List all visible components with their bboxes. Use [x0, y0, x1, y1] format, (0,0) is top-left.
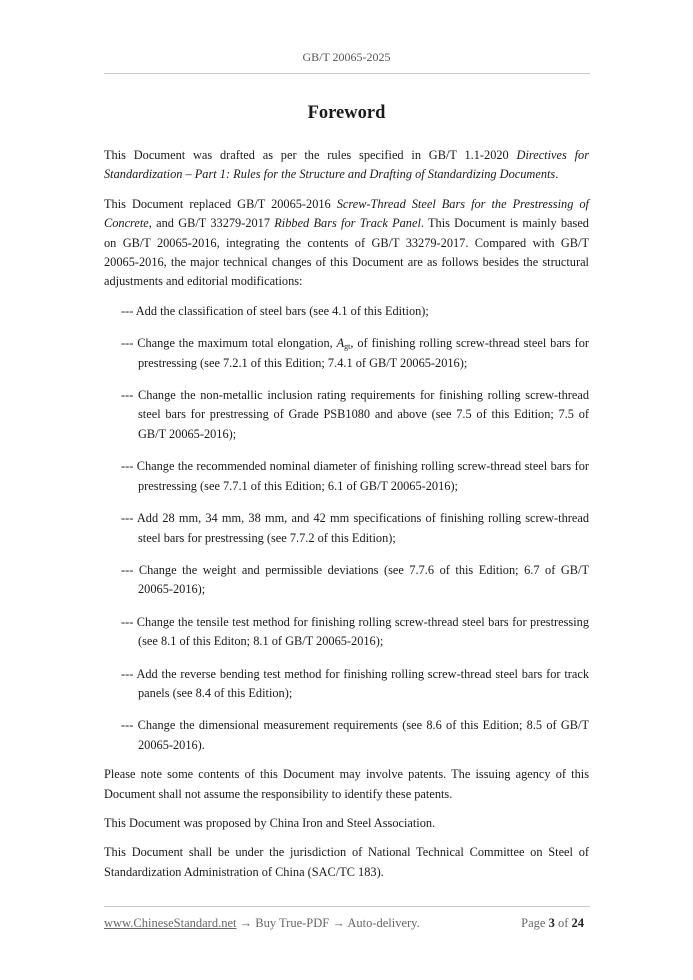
list-dash: --- — [121, 303, 134, 318]
site-link[interactable]: www.ChineseStandard.net — [104, 916, 237, 930]
list-dash: --- — [121, 459, 134, 474]
paragraph-drafting-rules — [104, 146, 589, 185]
list-item — [104, 386, 589, 444]
list-item — [104, 665, 589, 704]
arrow-icon: → — [332, 916, 345, 930]
auto-delivery-text: Auto-delivery. — [347, 916, 420, 930]
list-item-text: Change the maximum total elongation, — [133, 336, 337, 351]
list-item-text: Change the recommended nominal diameter of finishing rolling screw-thread steel bars for prestressing (see 7.7.1 of this Edition; 6.1 of GB/T 20065-2016); — [133, 459, 589, 493]
list-item-text: Change the tensile test method for finishing rolling screw-thread steel bars for prestressing (see 8.1 of this Editon; 8.1 of GB/T 20065-2016); — [133, 614, 589, 649]
list-dash: --- — [121, 614, 134, 629]
footer-divider — [104, 906, 590, 907]
technical-changes-list — [104, 302, 589, 755]
para2-text-1: This Document replaced GB/T 20065-2016 — [104, 196, 337, 211]
list-item-text: Add 28 mm, 34 mm, 38 mm, and 42 mm specifications of finishing rolling screw-thread steel bars for prestressing (see 7.7.2 of this Edition); — [133, 511, 589, 545]
paragraph-replacement — [104, 195, 589, 292]
list-dash: --- — [121, 388, 134, 403]
list-dash: --- — [121, 562, 134, 577]
list-dash: --- — [121, 666, 134, 681]
list-item — [104, 302, 589, 321]
header-divider — [104, 73, 590, 74]
list-item-text: Change the non-metallic inclusion rating requirements for finishing rolling screw-thread steel bars for prestressing of Grade PSB1080 and above (see 7.5 of this Edition; 7.5 of GB/T 20065-2016); — [133, 388, 589, 441]
list-item — [104, 613, 589, 652]
running-header: GB/T 20065-2025 — [302, 50, 391, 64]
list-dash: --- — [121, 718, 134, 733]
elongation-subscript: gt — [344, 342, 351, 352]
list-item — [104, 457, 589, 496]
list-item-text: Change the dimensional measurement requirements (see 8.6 of this Edition; 8.5 of GB/T 20065-2016). — [133, 718, 589, 752]
elongation-symbol: A — [336, 336, 345, 351]
total-pages: 24 — [571, 916, 584, 930]
list-item-text-cont: , of finishing rolling screw-thread steel bars for prestressing (see 7.2.1 of this Edition; 7.4.1 of GB/T 20065-2016); — [138, 336, 589, 370]
list-item — [104, 716, 589, 755]
page-label: Page — [521, 916, 546, 930]
para2-standard-title-2: Ribbed Bars for Track Panel — [274, 216, 421, 231]
of-label: of — [557, 916, 569, 930]
para2-text-3: . This Document is mainly based on GB/T 20065-2016, integrating the contents of GB/T 33279-2017. Compared with GB/T 20065-2016, the major technical changes of this Document are as follows besides the structural adjustments and editorial modifications: — [104, 216, 589, 289]
list-item-text: Change the weight and permissible deviations (see 7.7.6 of this Edition; 6.7 of GB/T 20065-2016); — [133, 562, 589, 597]
list-dash: --- — [121, 511, 134, 526]
list-item-text: Add the classification of steel bars (see 4.1 of this Edition); — [133, 303, 429, 318]
page-number — [521, 916, 584, 931]
buy-true-pdf-link[interactable]: Buy True-PDF — [255, 916, 330, 930]
list-item — [104, 334, 589, 373]
document-body — [104, 146, 589, 892]
paragraph-jurisdiction: This Document shall be under the jurisdiction of National Technical Committee on Steel of Standardization Administration of China (SAC/TC 183). — [104, 845, 589, 879]
current-page: 3 — [548, 916, 555, 930]
para2-standard-title-1: Screw-Thread Steel Bars for the Prestressing of Concrete — [104, 196, 589, 231]
paragraph-patents: Please note some contents of this Document may involve patents. The issuing agency of this Document shall not assume the responsibility to identify these patents. — [104, 767, 589, 801]
para1-standard-title: Directives for Standardization – Part 1: Rules for the Structure and Drafting of Standardizing Documents — [104, 148, 590, 182]
page-title: Foreword — [307, 103, 386, 123]
arrow-icon: → — [239, 916, 253, 930]
footer-promo — [104, 916, 420, 931]
para1-end: . — [555, 167, 559, 182]
para2-text-2: , and GB/T 33279-2017 — [148, 216, 275, 231]
paragraph-proposer: This Document was proposed by China Iron and Steel Association. — [104, 815, 436, 830]
list-item — [104, 561, 589, 600]
list-item-text: Add the reverse bending test method for finishing rolling screw-thread steel bars for track panels (see 8.4 of this Edition); — [133, 666, 589, 700]
para1-text: This Document was drafted as per the rules specified in GB/T 1.1-2020 — [104, 148, 517, 162]
list-item — [104, 509, 589, 548]
list-dash: --- — [121, 336, 134, 351]
